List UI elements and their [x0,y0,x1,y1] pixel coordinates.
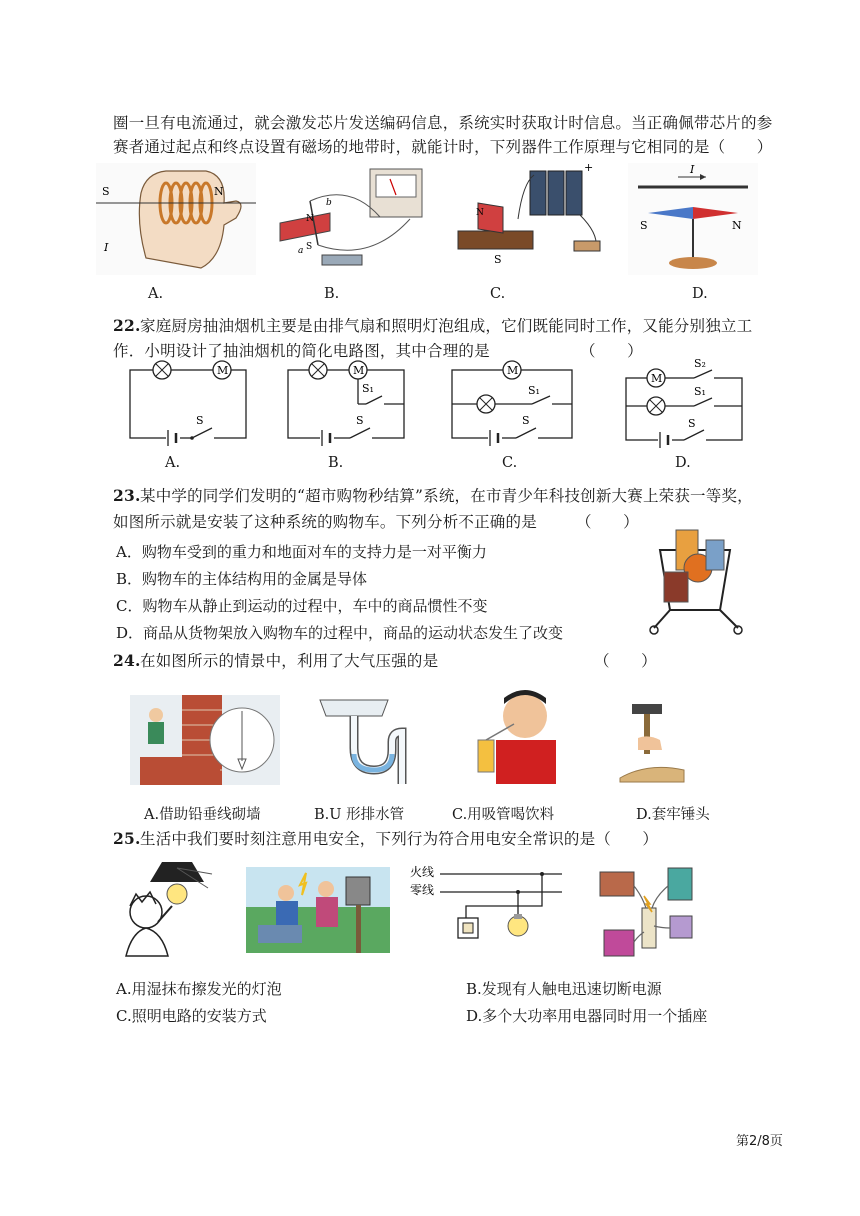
q21c-label-n: N [476,208,484,218]
q23-shopping-cart-figure [640,520,750,638]
q22b-motor: M [353,364,365,377]
q22c-switch1-label: S₁ [528,384,540,397]
q22-circuit-b [284,358,409,448]
q23-text-line1: 某中学的同学们发明的“超市购物秒结算”系统，在市青少年科技创新大赛上荣获一等奖， [140,487,753,505]
q25-text: 生活中我们要时刻注意用电安全，下列行为符合用电安全常识的是（ ） [140,830,659,848]
q22-circuit-a [126,358,251,448]
q25-label-neutral-wire: 零线 [410,883,435,897]
q22b-switch-label: S [356,414,364,427]
q24-figure-b-u-pipe [316,692,416,788]
q22-caption-b: B. [328,455,344,471]
q24-caption-a: A.借助铅垂线砌墙 [144,807,261,823]
q22a-switch-label: S [196,414,204,427]
q22d-switch2-label: S₂ [694,358,706,370]
q23-text-line2: 如图所示就是安装了这种系统的购物车。下列分析不正确的是 [113,513,537,531]
q25-option-b: B.发现有人触电迅速切断电源 [466,980,662,998]
q22d-switch1-label: S₁ [694,385,706,398]
q25-option-a: A.用湿抹布擦发光的灯泡 [116,980,282,998]
q22-number: 22. [113,316,141,335]
q21d-label-n: N [732,219,742,232]
q21d-label-i: I [690,163,695,176]
q21a-label-n: N [214,185,224,198]
q24-figure-a-plumb-line [130,695,280,785]
q21-figure-a-hand-coil [96,163,256,275]
q22c-switch-label: S [522,414,530,427]
q21b-label-b: b [326,198,332,208]
page-number: 第2/8页 [736,1134,783,1149]
q24-number: 24. [113,651,141,670]
q21-text-line2: 赛者通过起点和终点设置有磁场的地带时，就能计时，下列器件工作原理与它相同的是（ ） [113,138,773,156]
q21-caption-d: D. [692,286,708,302]
q21c-label-s: S [494,253,502,266]
q23-option-a: A．购物车受到的重力和地面对车的支持力是一对平衡力 [116,543,487,561]
q25-number: 25. [113,829,141,848]
q22a-motor: M [217,364,229,377]
q24-caption-d: D.套牢锤头 [636,807,710,823]
q21b-label-a: a [298,246,304,256]
q21a-label-s: S [102,185,110,198]
q21-figure-c-motor [448,163,613,275]
q25-figure-a-wet-cloth-bulb [112,858,220,958]
q24-figure-c-drinking-straw [470,684,565,784]
q25-figure-b-cut-power [246,867,390,953]
q23-option-c: C．购物车从静止到运动的过程中，车中的商品惯性不变 [116,597,488,615]
q21-caption-c: C. [490,286,506,302]
q21-caption-b: B. [324,286,340,302]
q22-text-line1: 家庭厨房抽油烟机主要是由排气扇和照明灯泡组成，它们既能同时工作，又能分别独立工 [140,317,753,335]
q21b-label-n: N [306,214,314,224]
q23-option-d: D．商品从货物架放入购物车的过程中，商品的运动状态发生了改变 [116,624,564,642]
q22-answer-paren: （ ） [580,342,643,360]
q23-number: 23. [113,486,141,505]
q21-caption-a: A. [148,286,164,302]
q22-circuit-c [448,358,578,448]
q24-caption-c: C.用吸管喝饮料 [452,807,555,823]
q22-caption-a: A. [165,455,181,471]
q21-figure-d-compass [628,163,758,275]
q21c-label-plus: + [584,163,594,174]
q22-text-line2: 作．小明设计了抽油烟机的简化电路图，其中合理的是 [113,342,490,360]
q22-caption-c: C. [502,455,518,471]
q22c-motor: M [507,364,519,377]
q22b-switch1-label: S₁ [362,382,374,395]
q25-figure-c-lighting-circuit [406,862,564,962]
q22-circuit-d [622,358,747,448]
q21-text-line1: 圈一旦有电流通过，就会激发芯片发送编码信息，系统实时获取计时信息。当正确佩带芯片的参 [113,114,773,132]
q25-option-c: C.照明电路的安装方式 [116,1007,267,1025]
q23-option-b: B．购物车的主体结构用的金属是导体 [116,570,368,588]
q24-figure-d-hammer [618,700,690,786]
q24-caption-b: B.U 形排水管 [314,807,405,823]
q23-answer-paren: （ ） [576,513,639,531]
q24-text: 在如图所示的情景中，利用了大气压强的是 [140,652,439,670]
q22d-motor: M [651,372,663,385]
q21b-label-s: S [306,242,313,252]
q22-caption-d: D. [675,455,691,471]
q24-answer-paren: （ ） [594,652,657,670]
q21d-label-s: S [640,219,648,232]
q21-figure-b-galvanometer [270,163,430,275]
q25-figure-d-overloaded-socket [598,866,702,962]
q25-option-d: D.多个大功率用电器同时用一个插座 [466,1007,708,1025]
q21a-label-i: I [104,241,109,254]
q25-label-live-wire: 火线 [410,865,435,879]
q22d-switch-label: S [688,417,696,430]
